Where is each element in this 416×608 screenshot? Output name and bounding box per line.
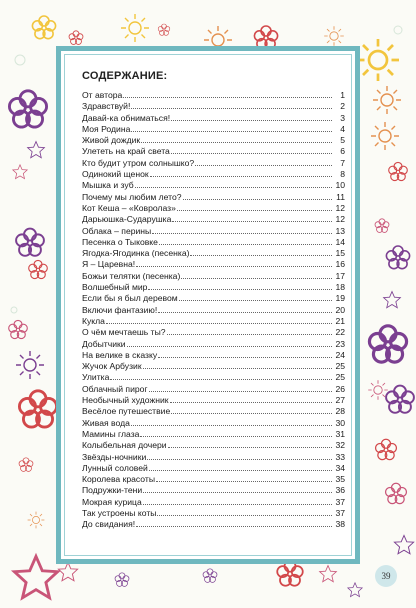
toc-dot-leader xyxy=(149,384,332,392)
toc-entry-title: Одинокий щенок xyxy=(82,169,149,180)
toc-dot-leader xyxy=(140,429,332,437)
table-of-contents xyxy=(82,90,345,531)
toc-entry-page: 37 xyxy=(335,507,345,518)
toc-entry xyxy=(82,485,345,496)
toc-entry-title: Мамины глаза xyxy=(82,428,140,439)
flower-icon xyxy=(203,569,217,583)
toc-entry xyxy=(82,339,345,350)
toc-entry-title: Улитка xyxy=(82,372,110,383)
toc-entry-title: Ягодка-Ягодинка (песенка) xyxy=(82,248,190,259)
toc-entry xyxy=(82,293,345,304)
toc-entry-page: 37 xyxy=(335,496,345,507)
sun-icon xyxy=(357,39,399,81)
toc-dot-leader xyxy=(171,113,332,121)
toc-entry xyxy=(82,180,345,191)
bubble-icon xyxy=(15,55,25,65)
toc-entry xyxy=(82,203,345,214)
sun-icon xyxy=(368,380,388,400)
flower-icon xyxy=(9,91,46,127)
star-icon xyxy=(13,165,27,179)
toc-entry xyxy=(82,384,345,395)
toc-entry-title: Если бы я был деревом xyxy=(82,293,178,304)
toc-entry-page: 27 xyxy=(335,395,345,406)
star-icon xyxy=(320,566,337,582)
toc-entry xyxy=(82,327,345,338)
toc-entry xyxy=(82,452,345,463)
flower-icon xyxy=(369,326,406,362)
flower-icon xyxy=(389,162,408,180)
toc-entry-page: 34 xyxy=(335,462,345,473)
toc-dot-leader xyxy=(177,203,332,211)
toc-entry xyxy=(82,508,345,519)
toc-entry-title: Улететь на край света xyxy=(82,146,170,157)
toc-entry xyxy=(82,474,345,485)
toc-entry-title: Включи фантазию! xyxy=(82,304,158,315)
toc-entry xyxy=(82,169,345,180)
toc-dot-leader xyxy=(181,271,332,279)
toc-dot-leader xyxy=(131,418,332,426)
toc-entry xyxy=(82,519,345,530)
toc-entry-page: 13 xyxy=(335,225,345,236)
toc-entry-title: Песенка о Тыковке xyxy=(82,236,158,247)
toc-entry-title: Жучок Арбузик xyxy=(82,361,142,372)
toc-entry-title: Лунный соловей xyxy=(82,462,148,473)
flower-icon xyxy=(19,391,56,427)
flower-icon xyxy=(29,260,48,278)
toc-entry-title: Давай-ка обниматься! xyxy=(82,112,171,123)
toc-dot-leader xyxy=(171,406,332,414)
flower-icon xyxy=(115,573,129,587)
toc-dot-leader xyxy=(156,474,332,482)
toc-entry-page: 17 xyxy=(335,270,345,281)
toc-entry-page: 11 xyxy=(336,191,345,202)
flower-icon xyxy=(386,483,407,503)
toc-dot-leader xyxy=(141,135,332,143)
toc-entry-title: Почему мы любим лето? xyxy=(82,191,182,202)
toc-entry xyxy=(82,259,345,270)
sun-icon xyxy=(121,14,149,42)
toc-entry-title: Живой дождик xyxy=(82,135,141,146)
toc-entry-page: 7 xyxy=(340,157,345,168)
toc-entry-title: Королева красоты xyxy=(82,474,156,485)
toc-entry xyxy=(82,350,345,361)
toc-entry-title: Мышка и зуб xyxy=(82,180,134,191)
toc-entry xyxy=(82,214,345,225)
toc-dot-leader xyxy=(157,508,332,516)
toc-dot-leader xyxy=(131,124,332,132)
flower-icon xyxy=(16,229,44,256)
toc-entry-page: 23 xyxy=(335,338,345,349)
toc-entry-page: 14 xyxy=(335,236,345,247)
toc-dot-leader xyxy=(172,214,332,222)
toc-entry-title: Мокрая курица xyxy=(82,496,142,507)
sun-icon xyxy=(16,351,44,379)
toc-entry xyxy=(82,237,345,248)
toc-entry-page: 32 xyxy=(335,440,345,451)
toc-entry-title: Живая вода xyxy=(82,417,130,428)
toc-dot-leader xyxy=(143,361,332,369)
toc-entry-page: 3 xyxy=(340,112,345,123)
toc-entry-title: Весёлое путешествие xyxy=(82,406,171,417)
toc-dot-leader xyxy=(179,293,332,301)
toc-entry xyxy=(82,361,345,372)
toc-entry-page: 25 xyxy=(335,361,345,372)
sun-icon xyxy=(371,122,399,150)
toc-entry-title: Я – Царевна! xyxy=(82,259,136,270)
toc-entry-title: Божьи телятки (песенка) xyxy=(82,270,181,281)
toc-entry-title: От автора xyxy=(82,90,123,100)
bubble-icon xyxy=(394,26,402,34)
toc-entry-page: 35 xyxy=(335,474,345,485)
toc-entry xyxy=(82,372,345,383)
toc-entry-title: Волшебный мир xyxy=(82,282,148,293)
toc-entry xyxy=(82,463,345,474)
toc-entry-title: О чём мечтаешь ты? xyxy=(82,327,166,338)
star-icon xyxy=(384,292,401,308)
toc-entry xyxy=(82,497,345,508)
toc-dot-leader xyxy=(110,372,332,380)
toc-dot-leader xyxy=(131,101,332,109)
toc-entry-title: Здравствуй! xyxy=(82,101,131,112)
toc-entry xyxy=(82,226,345,237)
toc-entry-title: Моя Родина xyxy=(82,123,131,134)
toc-entry-page: 15 xyxy=(335,248,345,259)
toc-dot-leader xyxy=(123,90,332,98)
toc-dot-leader xyxy=(195,158,332,166)
toc-entry-title: Облачный пирог xyxy=(82,383,148,394)
toc-entry-page: 8 xyxy=(340,169,345,180)
toc-entry xyxy=(82,248,345,259)
flower-icon xyxy=(376,439,397,459)
toc-dot-leader xyxy=(147,452,332,460)
page-number: 39 xyxy=(375,565,397,587)
toc-entry xyxy=(82,406,345,417)
toc-entry-title: Добытчики xyxy=(82,338,126,349)
star-icon xyxy=(394,535,413,553)
bubble-icon xyxy=(11,307,17,313)
flower-icon xyxy=(277,561,303,586)
star-icon xyxy=(348,583,362,597)
toc-dot-leader xyxy=(158,350,332,358)
toc-entry xyxy=(82,135,345,146)
toc-entry-page: 38 xyxy=(335,519,345,530)
toc-dot-leader xyxy=(136,259,332,267)
toc-entry-title: Кто будит утром солнышко? xyxy=(82,157,195,168)
toc-entry-page: 2 xyxy=(340,101,345,112)
toc-entry-page: 18 xyxy=(335,282,345,293)
toc-entry-page: 19 xyxy=(335,293,345,304)
toc-entry-page: 6 xyxy=(340,146,345,157)
star-icon xyxy=(58,562,77,580)
toc-entry xyxy=(82,395,345,406)
toc-entry xyxy=(82,158,345,169)
toc-entry-page: 21 xyxy=(335,315,345,326)
toc-entry xyxy=(82,429,345,440)
toc-entry-page: 10 xyxy=(335,180,345,191)
toc-entry-title: Так устроены коты xyxy=(82,507,157,518)
toc-title: СОДЕРЖАНИЕ: xyxy=(82,70,168,82)
toc-entry-title: Подружки-тени xyxy=(82,485,143,496)
toc-entry-page: 25 xyxy=(335,372,345,383)
toc-entry xyxy=(82,271,345,282)
toc-entry xyxy=(82,90,345,101)
toc-entry-page: 12 xyxy=(335,202,345,213)
toc-dot-leader xyxy=(143,497,332,505)
sun-icon xyxy=(28,512,45,529)
toc-entry xyxy=(82,282,345,293)
sun-icon xyxy=(373,86,401,114)
toc-entry xyxy=(82,316,345,327)
toc-dot-leader xyxy=(152,226,332,234)
toc-entry-page: 31 xyxy=(335,428,345,439)
toc-entry-page: 26 xyxy=(335,383,345,394)
toc-dot-leader xyxy=(158,305,332,313)
toc-dot-leader xyxy=(170,395,332,403)
toc-entry-page: 36 xyxy=(335,485,345,496)
toc-entry-page: 20 xyxy=(335,304,345,315)
star-icon xyxy=(28,142,45,158)
flower-icon xyxy=(19,458,33,472)
flower-icon xyxy=(386,246,409,269)
toc-entry-page: 33 xyxy=(335,451,345,462)
toc-entry-title: Необычный художник xyxy=(82,395,169,406)
toc-entry-title: До свидания! xyxy=(82,519,136,530)
toc-entry xyxy=(82,101,345,112)
toc-entry-title: Облака – перины xyxy=(82,225,152,236)
toc-entry xyxy=(82,192,345,203)
toc-entry-title: Звёзды-ночники xyxy=(82,451,147,462)
toc-entry xyxy=(82,113,345,124)
toc-dot-leader xyxy=(190,248,332,256)
toc-entry-title: Кукла xyxy=(82,315,105,326)
flower-icon xyxy=(32,16,55,39)
toc-dot-leader xyxy=(148,282,332,290)
toc-dot-leader xyxy=(168,440,332,448)
toc-entry-title: На велике в сказку xyxy=(82,349,158,360)
toc-entry-page: 22 xyxy=(335,327,345,338)
toc-entry-page: 5 xyxy=(340,135,345,146)
toc-entry-page: 4 xyxy=(340,123,345,134)
toc-entry-title: Дарьюшка-Сударушка xyxy=(82,214,172,225)
toc-entry xyxy=(82,146,345,157)
toc-entry-page: 16 xyxy=(335,259,345,270)
toc-dot-leader xyxy=(143,485,332,493)
toc-entry-title: Кот Кеша – «Ковролаз» xyxy=(82,202,176,213)
toc-entry-title: Колыбельная дочери xyxy=(82,440,167,451)
toc-entry-page: 1 xyxy=(340,90,345,100)
toc-entry-page: 24 xyxy=(335,349,345,360)
toc-entry-page: 30 xyxy=(335,417,345,428)
star-icon xyxy=(14,556,57,597)
flower-icon xyxy=(158,24,170,35)
flower-icon xyxy=(9,320,28,338)
toc-entry xyxy=(82,418,345,429)
toc-entry xyxy=(82,124,345,135)
toc-dot-leader xyxy=(127,339,332,347)
flower-icon xyxy=(386,386,414,413)
toc-dot-leader xyxy=(167,327,332,335)
toc-dot-leader xyxy=(136,519,332,527)
sun-icon xyxy=(324,26,344,46)
toc-dot-leader xyxy=(183,192,332,200)
toc-dot-leader xyxy=(159,237,332,245)
flower-icon xyxy=(69,31,83,45)
toc-entry-page: 12 xyxy=(335,214,345,225)
toc-entry-page: 28 xyxy=(335,406,345,417)
toc-dot-leader xyxy=(135,180,332,188)
toc-dot-leader xyxy=(106,316,332,324)
toc-entry xyxy=(82,440,345,451)
toc-dot-leader xyxy=(171,146,332,154)
flower-icon xyxy=(375,219,389,233)
toc-entry xyxy=(82,305,345,316)
toc-dot-leader xyxy=(150,169,332,177)
toc-dot-leader xyxy=(149,463,332,471)
